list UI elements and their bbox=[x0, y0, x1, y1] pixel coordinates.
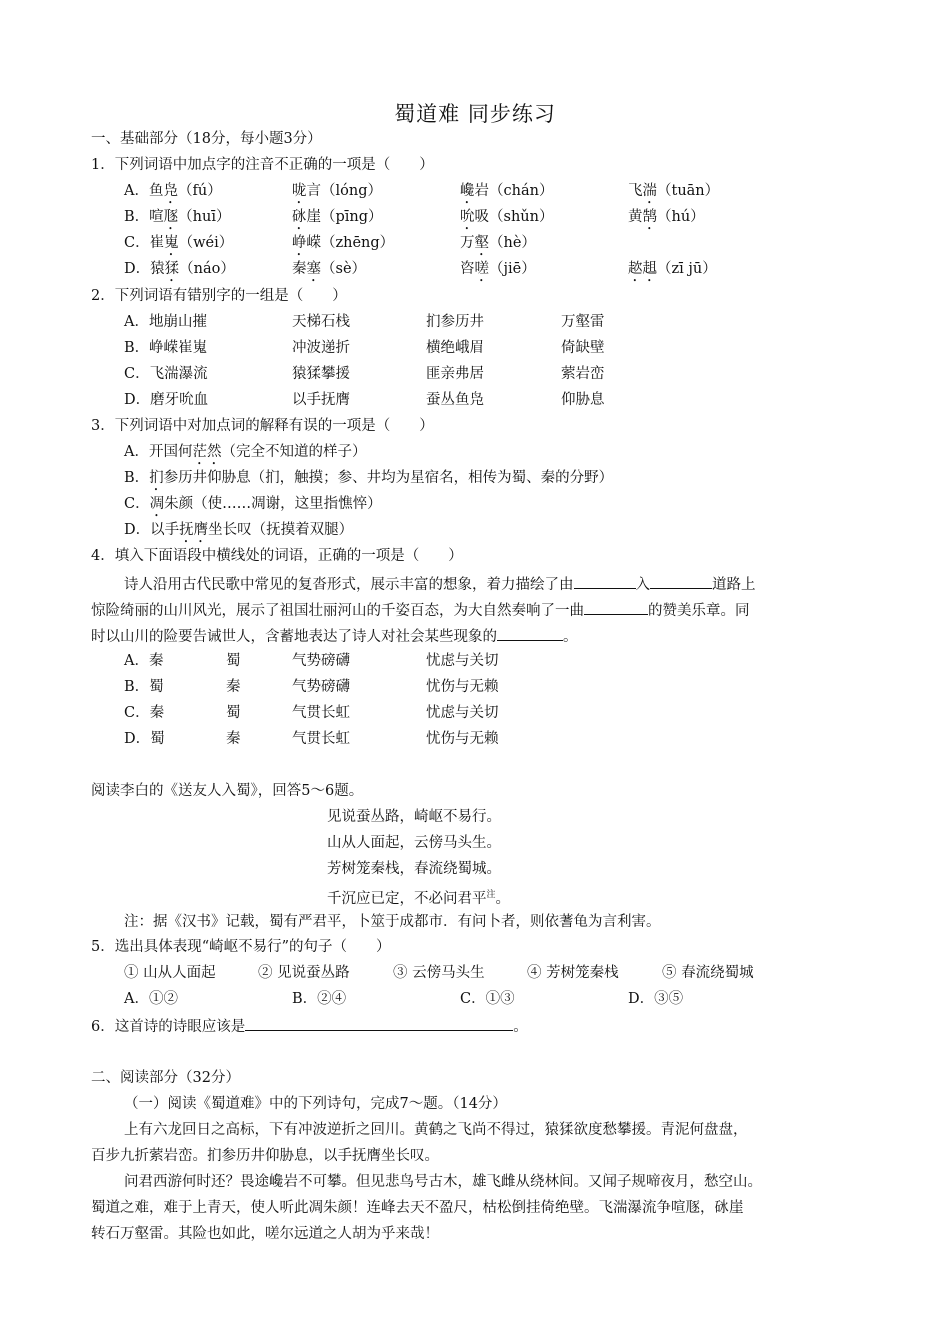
blank bbox=[497, 625, 563, 641]
q2-cell: B．峥嵘崔嵬 bbox=[124, 340, 208, 356]
q2-cell: 天梯石栈 bbox=[292, 314, 350, 330]
q5-option: B．②④ bbox=[292, 991, 347, 1007]
q4-paragraph-line2: 惊险绮丽的山川风光，展示了祖国壮丽河山的千姿百态，为大自然奏响了一曲 的赞美乐章。同 bbox=[91, 599, 750, 621]
q4-stem: 4．填入下面语段中横线处的词语，正确的一项是（ ） bbox=[91, 548, 463, 564]
q1-row-a-c4: 飞湍（tuān） bbox=[628, 183, 720, 199]
q1-row-c-c1: C．崔嵬（wéi） bbox=[124, 235, 234, 251]
q1-row-a-c2: 咙言（lóng） bbox=[292, 183, 382, 199]
q1-row-a-c1: A．鱼凫（fú） bbox=[124, 183, 222, 199]
q2-cell: 猿猱攀援 bbox=[292, 366, 350, 382]
q5-stem: 5．选出具体表现“崎岖不易行”的句子（ ） bbox=[91, 939, 391, 955]
q4-cell: 蜀 bbox=[226, 653, 241, 669]
q3-option-a: A．开国何茫然（完全不知道的样子） bbox=[124, 444, 367, 460]
q5-item: ④ 芳树笼秦栈 bbox=[527, 965, 619, 981]
q4-cell: 气贯长虹 bbox=[292, 731, 350, 747]
q3-option-b: B．扪参历井仰胁息（扪，触摸；参、井均为星宿名，相传为蜀、秦的分野） bbox=[124, 470, 614, 486]
poem-line-last: 千沉应已定，不必问君平$^注$。 bbox=[327, 890, 511, 907]
q2-cell: 以手抚膺 bbox=[292, 392, 350, 408]
section2-heading: 二、阅读部分（32分） bbox=[91, 1070, 240, 1086]
q1-row-b-c4: 黄鹄（hú） bbox=[628, 209, 705, 225]
q4-paragraph-line3: 时以山川的险要告诫世人，含蓄地表达了诗人对社会某些现象的 。 bbox=[91, 625, 578, 647]
q4-paragraph-line1: 诗人沿用古代民歌中常见的复沓形式，展示丰富的想象，着力描绘了由 入 道路上 bbox=[124, 573, 756, 595]
q1-row-a-c3: 巉岩（chán） bbox=[460, 183, 554, 199]
q4-cell: 秦 bbox=[226, 679, 241, 695]
q4-cell: A．秦 bbox=[124, 653, 164, 669]
q2-cell: A．地崩山摧 bbox=[124, 314, 207, 330]
q4-cell: 忧伤与无赖 bbox=[426, 731, 499, 747]
q1-row-b-c2: 砯崖（pīng） bbox=[292, 209, 383, 225]
q2-cell: C．飞湍瀑流 bbox=[124, 366, 208, 382]
q2-cell: 冲波递折 bbox=[292, 340, 350, 356]
q2-cell: 横绝峨眉 bbox=[426, 340, 484, 356]
q5-item: ③ 云傍马头生 bbox=[393, 965, 485, 981]
q4-cell: 气贯长虹 bbox=[292, 705, 350, 721]
q3-option-c: C．凋朱颜（使……凋谢，这里指憔悴） bbox=[124, 496, 382, 512]
passage-line: 上有六龙回日之高标，下有冲波逆折之回川。黄鹤之飞尚不得过，猿猱欲度愁攀援。青泥何盘盘， bbox=[124, 1122, 748, 1138]
q2-cell: 倚缺壁 bbox=[561, 340, 605, 356]
q5-option: C．①③ bbox=[460, 991, 515, 1007]
q5-item: ② 见说蚕丛路 bbox=[258, 965, 350, 981]
q1-row-d-c4: 趑趄（zī jū） bbox=[628, 261, 717, 277]
q2-cell: 万壑雷 bbox=[561, 314, 605, 330]
q3-stem: 3．下列词语中对加点词的解释有误的一项是（ ） bbox=[91, 418, 434, 434]
blank bbox=[650, 573, 712, 589]
passage-line: 转石万壑雷。其险也如此，嗟尔远道之人胡为乎来哉！ bbox=[91, 1226, 439, 1242]
q1-row-d-c2: 秦塞（sè） bbox=[292, 261, 367, 277]
q1-row-d-c1: D．猿猱（náo） bbox=[124, 261, 235, 277]
q4-cell: 忧虑与关切 bbox=[426, 705, 499, 721]
q4-cell: B．蜀 bbox=[124, 679, 164, 695]
poem-line: 山从人面起，云傍马头生。 bbox=[327, 835, 501, 851]
q6-stem: 6．这首诗的诗眼应该是 。 bbox=[91, 1015, 528, 1037]
passage-line: 百步九折萦岩峦。扪参历井仰胁息，以手抚膺坐长叹。 bbox=[91, 1148, 439, 1164]
poem-line: 芳树笼秦栈，春流绕蜀城。 bbox=[327, 861, 501, 877]
q2-cell: 蚕丛鱼凫 bbox=[426, 392, 484, 408]
q4-cell: 蜀 bbox=[226, 705, 241, 721]
q2-cell: D．磨牙吮血 bbox=[124, 392, 209, 408]
q2-cell: 匪亲弗居 bbox=[426, 366, 484, 382]
q1-row-d-c3: 咨嗟（jiē） bbox=[460, 261, 536, 277]
q4-cell: 忧伤与无赖 bbox=[426, 679, 499, 695]
section2-subheading: （一）阅读《蜀道难》中的下列诗句，完成7～题。（14分） bbox=[124, 1096, 507, 1112]
q1-stem: 1．下列词语中加点字的注音不正确的一项是（ ） bbox=[91, 157, 434, 173]
q2-stem: 2．下列词语有错别字的一组是（ ） bbox=[91, 288, 347, 304]
q4-cell: C．秦 bbox=[124, 705, 165, 721]
section1-heading: 一、基础部分（18分，每小题3分） bbox=[91, 131, 322, 147]
passage-line: 蜀道之难，难于上青天，使人听此凋朱颜！连峰去天不盈尺，枯松倒挂倚绝壁。飞湍瀑流争喧豗，砯崖 bbox=[91, 1200, 744, 1216]
q5-item: ⑤ 春流绕蜀城 bbox=[662, 965, 754, 981]
q2-cell: 萦岩峦 bbox=[561, 366, 605, 382]
blank bbox=[584, 599, 648, 615]
q5-option: D．③⑤ bbox=[628, 991, 684, 1007]
poem-line: 见说蚕丛路，崎岖不易行。 bbox=[327, 809, 501, 825]
q1-row-c-c2: 峥嵘（zhēng） bbox=[292, 235, 395, 251]
q1-row-b-c1: B．喧豗（huī） bbox=[124, 209, 231, 225]
q1-row-c-c3: 万壑（hè） bbox=[460, 235, 536, 251]
q4-cell: D．蜀 bbox=[124, 731, 165, 747]
blank bbox=[574, 573, 636, 589]
answer-blank bbox=[245, 1015, 513, 1031]
reading-intro: 阅读李白的《送友人入蜀》，回答5～6题。 bbox=[91, 783, 364, 799]
q4-cell: 气势磅礴 bbox=[292, 679, 350, 695]
q4-cell: 气势磅礴 bbox=[292, 653, 350, 669]
q3-option-d: D．以手抚膺坐长叹（抚摸着双腿） bbox=[124, 522, 354, 538]
q1-row-b-c3: 吮吸（shǔn） bbox=[460, 209, 554, 225]
q5-item: ① 山从人面起 bbox=[124, 965, 216, 981]
passage-line: 问君西游何时还？畏途巉岩不可攀。但见悲鸟号古木，雄飞雌从绕林间。又闻子规啼夜月，愁空山。 bbox=[124, 1174, 762, 1190]
poem-note: 注：据《汉书》记载，蜀有严君平，卜筮于成都市．有问卜者，则依蓍龟为言利害。 bbox=[124, 914, 661, 930]
q2-cell: 仰胁息 bbox=[561, 392, 605, 408]
q5-option: A．①② bbox=[124, 991, 178, 1007]
q4-cell: 秦 bbox=[226, 731, 241, 747]
q4-cell: 忧虑与关切 bbox=[426, 653, 499, 669]
q2-cell: 扪参历井 bbox=[426, 314, 484, 330]
page-title: 蜀道难 同步练习 bbox=[394, 102, 556, 126]
